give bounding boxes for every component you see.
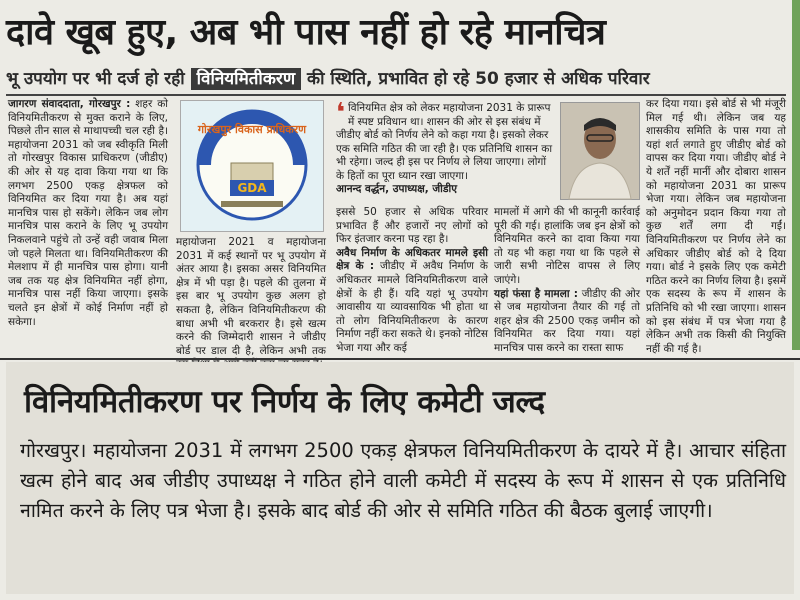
column-4-subhead: यहां फंसा है मामला : [494,287,578,300]
article-column-5 [646,98,786,355]
column-4-text-b: जीडीए की ओर से जब महायोजना तैयार की गई तो शहर क्षेत्र की 2500 एकड़ जमीन को विनियमित कर दिया गया। यहां मानचित्र पास करने का रास्ता साफ [494,287,640,354]
pull-quote [336,98,554,200]
column-1-text: शहर को विनियमितीकरण से मुक्त कराने के लिए, पिछले तीन साल से माथापच्ची चल रही है। महायोजना 2031 को जब स्वीकृति मिली तो गोरखपुर विकास प्राधिकरण (जीडीए) की ओर से यह दावा किया गया था कि लगभग 2500 एकड़ क्षेत्रफल को विनियमित कर दिया गया है। अब यहां मानचित्र पास हो सकेंगे। लेकिन जब लोग मानचित्र पास कराने के लिए भू उपयोग निकलवाने पहुंचे तो उन्हें वही जवाब मिला जो पहले मिलता था। विनियमितीकरण की मेलशाप में ही मानचित्र पास होगा। यानी जब तक यह क्षेत्र विनियमित नहीं होगा, मानचित्र पास नहीं किया जाएगा। इसके चलते इन क्षेत्रों में कोई निर्माण नहीं हो सकेगा। [8,98,168,328]
subheadline [6,66,786,94]
article-column-2 [176,236,326,357]
logo-text: गोरखपुर विकास प्राधिकरण [197,123,307,136]
article-column-1 [8,98,168,350]
subheadline-before: भू उपयोग पर भी दर्ज हो रही [6,69,191,89]
subheadline-highlight: विनियमितीकरण [191,68,302,90]
column-3-text-b: जीडीए में अवैध निर्माण के अधिकतर मामले विनियमितीकरण वाले क्षेत्रों के ही हैं। यदि यहां भू उपयोग आवासीय या व्यावसायिक भी होता था तो लोग विनियमितीकरण के कारण निर्माण नहीं करा सकते थे। इनको नोटिस भेजा गया और कई [336,260,488,354]
quote-text: विनियमित क्षेत्र को लेकर महायोजना 2031 के प्रारूप में स्पष्ट प्रविधान था। शासन की ओर से इस संबंध में जीडीए बोर्ड को निर्णय लेने को कहा गया है। इसको लेकर एक समिति गठित की जा रही है। एक प्रतिनिधि शासन का भी रहेगा। जल्द ही इस पर निर्णय ले लिया जाएगा। लोगों के हितों का पूरा ध्यान रखा जाएगा। [336,102,553,182]
article-column-4 [494,206,640,354]
dateline: जागरण संवाददाता, गोरखपुर : [8,98,131,110]
header-rule [6,94,786,96]
official-portrait-photo [560,102,640,200]
subheadline-after: की स्थिति, प्रभावित हो रहे 50 हजार से अधिक परिवार [301,69,650,89]
page-edge-strip [792,0,800,350]
article-column-3 [336,206,488,354]
portrait-icon [561,103,639,199]
gda-logo-icon [181,101,323,231]
column-3-subhead: अवैध निर्माण के अधिकतर मामले इसी क्षेत्र के : [336,246,488,273]
column-4-text: मामलों में आगे की भी कानूनी कार्रवाई पूरी की गई। हालांकि जब इन क्षेत्रों को विनियमित करने का दावा किया गया तो यह भी कहा गया था कि पहले से जारी सभी नोटिस वापस ले लिए जाएंगे। [494,206,640,286]
brief-body: गोरखपुर। महायोजना 2031 में लगभग 2500 एकड़ क्षेत्रफल विनियमितीकरण के दायरे में है। आचार संहिता खत्म होने बाद अब जीडीए उपाध्यक्ष ने गठित होने वाली कमेटी में सदस्य के रूप में शासन से एक प्रतिनिधि नामित करने के लिए पत्र भेजा है। इसके बाद बोर्ड की ओर से समिति गठित की बैठक बुलाई जाएगी। [20,439,786,522]
headline: दावे खूब हुए, अब भी पास नहीं हो रहे मानचित्र [6,12,606,53]
quote-byline: आनन्द वर्द्धन, उपाध्यक्ष, जीडीए [336,183,458,195]
section-divider [0,358,800,360]
column-5-text: कर दिया गया। इसे बोर्ड से भी मंजूरी मिल गई थी। लेकिन जब यह शासकीय समिति के पास गया तो यहां शर्त लगाते हुए जीडीए बोर्ड को वापस कर दिया गया। जीडीए बोर्ड ने ये शर्तें नहीं मानीं और दोबारा शासन को महायोजना 2031 का प्रारूप भेजा गया। लेकिन जब महायोजना को अनुमोदन प्रदान किया गया तो कुछ शर्तें लगा दी गईं। विनियमितीकरण पर निर्णय लेने का अधिकार जीडीए बोर्ड को दे दिया गया। बोर्ड ने इसके लिए एक कमेटी गठित करने का निर्णय लिया है। इसमें एक सदस्य के रूप में शासन के प्रतिनिधि को भी रखा जाएगा। शासन को इस संबंध में पत्र भेजा गया है लेकिन अभी तक किसी की नियुक्ति नहीं की गई है। [646,98,786,355]
column-2-text: महायोजना 2021 व महायोजना 2031 में कई स्थानों पर भू उपयोग में अंतर आया है। इसका असर विनियमित क्षेत्र में भी पड़ा है। पहले की तुलना में इस बार भू उपयोग कुछ अलग हो सकता है, लेकिन विनियमितीकरण की बाधा अभी भी बरकरार है। इसे खत्म करने की जिम्मेदारी शासन ने जीडीए बोर्ड पर डाल दी है, लेकिन अभी तक [176,236,326,357]
brief-headline: विनियमितीकरण पर निर्णय के लिए कमेटी जल्द [24,384,545,420]
logo-abbreviation: GDA [230,180,274,196]
quote-mark-icon: ❛ [336,98,346,128]
column-3-text: इससे 50 हजार से अधिक परिवार प्रभावित हैं और हजारों नए लोगों को फिर इंतजार करना पड़ रहा है। [336,206,488,246]
gda-logo-image [180,100,324,232]
